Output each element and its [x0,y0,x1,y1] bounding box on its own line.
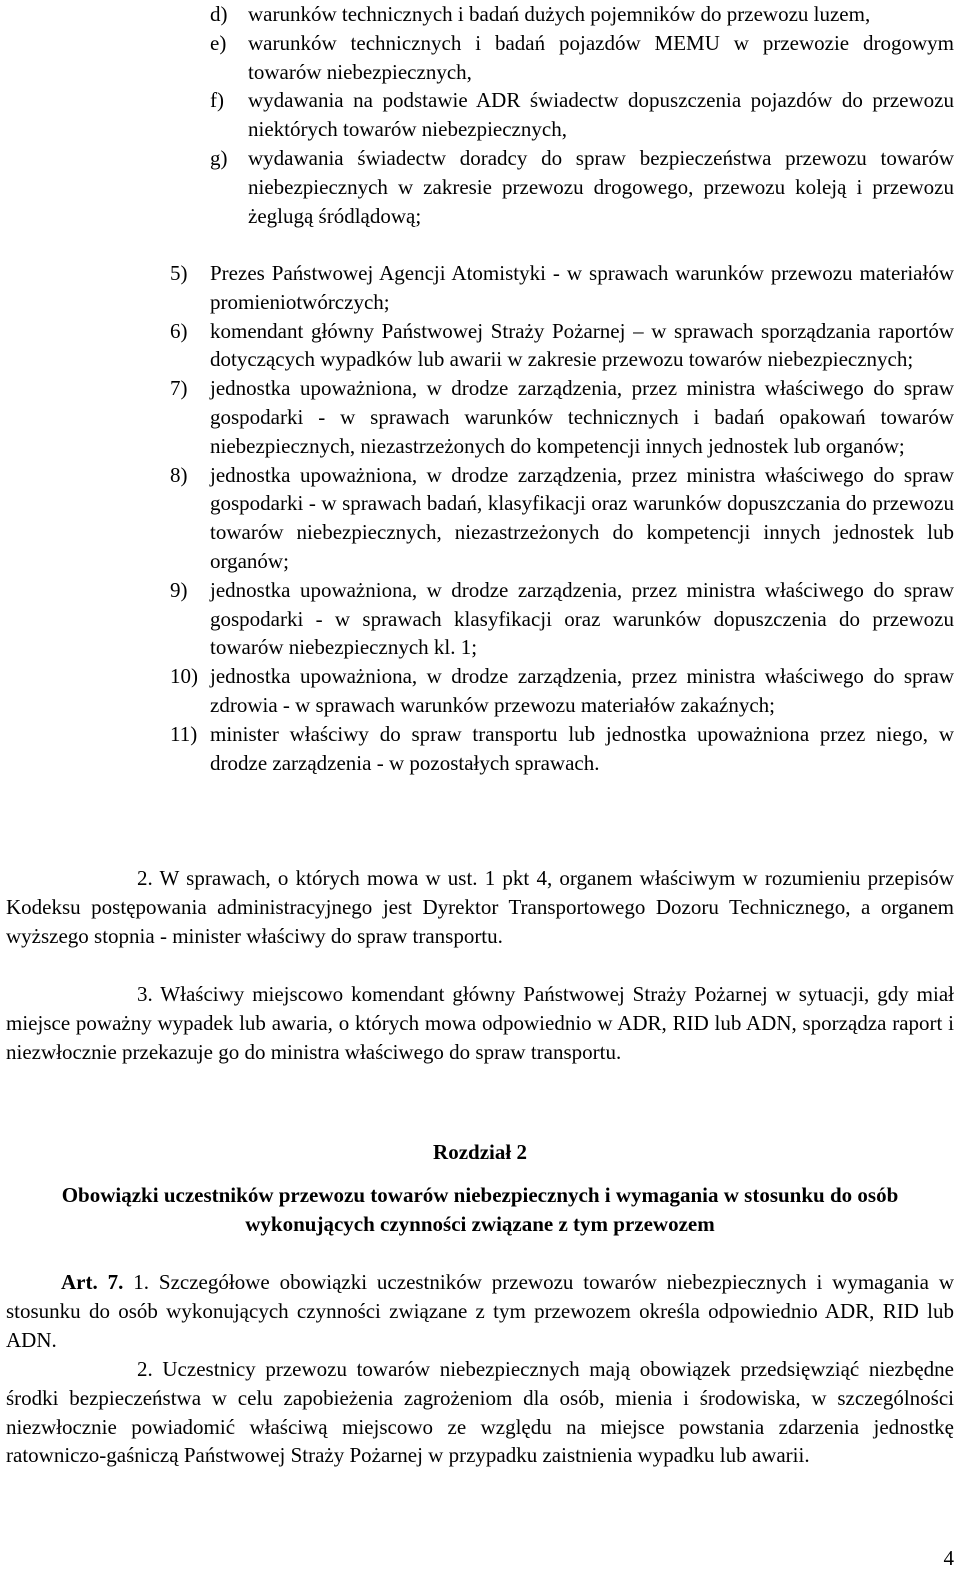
list-item-label: 6) [170,318,188,343]
list-item-label: e) [210,30,227,55]
list-item-text: Prezes Państwowej Agencji Atomistyki - w sprawach warunków przewozu materiałów promieniotwórczych; [210,261,954,314]
list-item [210,144,954,230]
list-item-label: f) [210,88,224,113]
list-item-text: warunków technicznych i badań pojazdów MEMU w przewozie drogowym towarów niebezpiecznych, [248,30,954,84]
list-item-label: 8) [170,462,188,487]
list-item-label: 5) [170,261,188,285]
list-item [170,374,954,460]
list-item [170,576,954,662]
list-item [170,720,954,778]
article-7-paragraph-2: 2. Uczestnicy przewozu towarów niebezpiecznych mają obowiązek przedsięwziąć niezbędne środki bezpieczeństwa w celu zapobieżenia zagrożeniom dla osób, mienia i środowiska, w szczególności niezwłocznie powiadomić właściwą miejscowo ze względu na miejsce powstania zdarzenia jednostkę ratowniczo-gaśniczą Państwowej Straży Pożarnej w przypadku zaistnienia wypadku lub awarii. [6,1357,954,1468]
list-item [170,259,954,317]
list-item [210,29,954,87]
paragraph-2: 2. W sprawach, o których mowa w ust. 1 pkt 4, organem właściwym w rozumieniu przepisów Kodeksu postępowania administracyjnego jest Dyrektor Transportowego Dozoru Technicznego, a organem wyższego stopnia - minister właściwy do spraw transportu. [6,866,954,948]
numbered-list [170,259,954,777]
list-item [210,0,954,29]
list-item-label: 7) [170,376,188,401]
list-item-text: jednostka upoważniona, w drodze zarządzenia, przez ministra właściwego do spraw gospodarki - w sprawach badań, klasyfikacji oraz warunków dopuszczania do przewozu towarów niebezpiecznych, niezastrzeżonych do kompetencji innych jednostek lub organów; [210,462,954,573]
lettered-sublist [210,0,954,230]
list-item [170,662,954,720]
article-7-paragraph-1 [6,1268,954,1354]
list-item [170,317,954,375]
list-item-text: wydawania świadectw doradcy do spraw bezpieczeństwa przewozu towarów niebezpiecznych w zakresie przewozu drogowego, przewozu koleją i przewozu żeglugą śródlądową; [248,145,954,228]
list-item [210,86,954,144]
list-item-text: wydawania na podstawie ADR świadectw dopuszczenia pojazdów do przewozu niektórych towarów niebezpiecznych, [248,88,954,142]
list-item [170,461,954,576]
list-item-text: komendant główny Państwowej Straży Pożarnej – w sprawach sporządzania raportów dotyczących wypadków lub awarii w zakresie przewozu towarów niebezpiecznych; [210,318,954,372]
article-heading: Art. 7. [61,1270,124,1294]
list-item-label: g) [210,145,228,170]
list-item-label: 9) [170,577,188,602]
list-item-text: minister właściwy do spraw transportu lub jednostka upoważniona przez niego, w drodze zarządzenia - w pozostałych sprawach. [210,721,954,775]
list-item-text: warunków technicznych i badań dużych pojemników do przewozu luzem, [248,2,871,26]
list-item-text: jednostka upoważniona, w drodze zarządzenia, przez ministra właściwego do spraw zdrowia - w sprawach warunków przewozu materiałów zakaźnych; [210,664,954,717]
paragraph-3: 3. Właściwy miejscowo komendant główny Państwowej Straży Pożarnej w sytuacji, gdy miał miejsce poważny wypadek lub awaria, o których mowa odpowiednio w ADR, RID lub ADN, sporządza raport i niezwłocznie przekazuje go do ministra właściwego do spraw transportu. [6,982,954,1064]
page-number: 4 [943,1546,954,1570]
list-item-label: d) [210,2,228,26]
chapter-title: Obowiązki uczestników przewozu towarów niebezpiecznych i wymagania w stosunku do osób wykonujących czynności związane z tym przewozem [61,1183,899,1236]
article-text: 1. Szczegółowe obowiązki uczestników przewozu towarów niebezpiecznych i wymagania w stosunku do osób wykonujących czynności związane z tym przewozem określa odpowiednio ADR, RID lub ADN. [6,1270,955,1352]
list-item-label: 10) [170,664,198,689]
list-item-text: jednostka upoważniona, w drodze zarządzenia, przez ministra właściwego do spraw gospodarki - w sprawach warunków technicznych i badań opakowań towarów niebezpiecznych, niezastrzeżonych do kompetencji innych jednostek lub organów; [210,376,954,458]
list-item-text: jednostka upoważniona, w drodze zarządzenia, przez ministra właściwego do spraw gospodarki - w sprawach klasyfikacji oraz warunków dopuszczenia do przewozu towarów niebezpiecznych kl. 1; [210,577,954,660]
chapter-number: Rozdział 2 [433,1140,527,1164]
list-item-label: 11) [170,721,198,746]
